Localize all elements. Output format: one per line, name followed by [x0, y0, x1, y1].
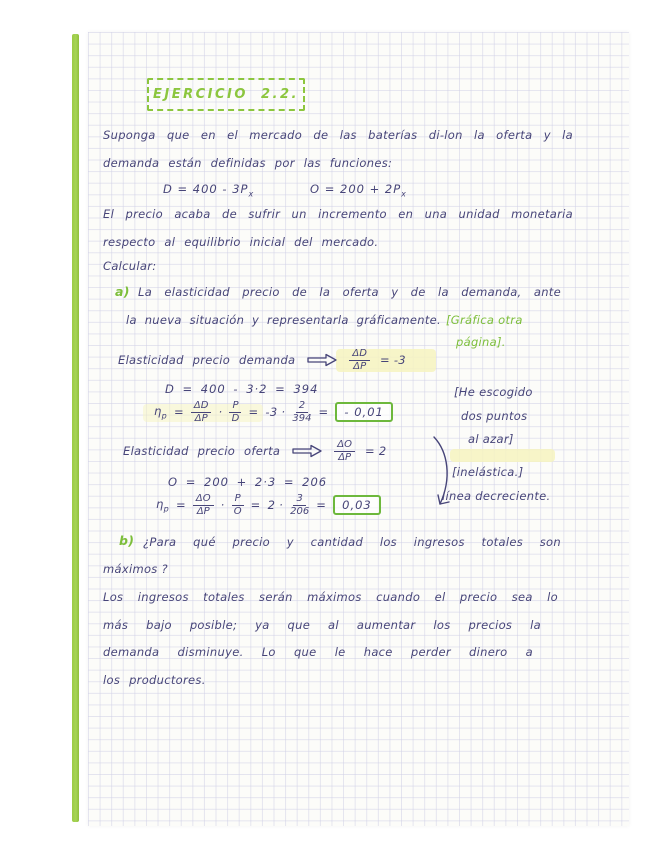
supply-np-equation: $\eta_p$ = $\frac{\Delta O}{\Delta P}$ · $\frac{P}{O}$ = 2 · $\frac{3}{206}$ = 0,03	[156, 493, 381, 517]
demand-work-line: D = 400 - 3·2 = 394	[165, 382, 319, 396]
demand-elasticity-header	[118, 348, 406, 372]
highlight-erased-word	[450, 449, 555, 462]
statement-line-2: respecto al equilibrio inicial del mercado.	[103, 235, 379, 249]
part-a-label: a)	[115, 284, 130, 299]
demand-slope-fraction: $\frac{\Delta D}{\Delta P}$	[349, 348, 370, 372]
demand-header-text: Elasticidad precio demanda	[118, 353, 296, 367]
part-b-label: b)	[119, 533, 135, 548]
inelastic-note: [inelástica.]	[452, 465, 524, 479]
demand-slope-value: = -3	[379, 353, 406, 367]
demand-np-equation: $\eta_p$ = $\frac{\Delta D}{\Delta P}$ · $\frac{P}{D}$ = -3 · $\frac{2}{394}$ = - 0,01	[154, 400, 393, 424]
margin-note-line-2: dos puntos	[461, 409, 528, 423]
implies-arrow-icon	[305, 353, 339, 367]
statement-line-1: El precio acaba de sufrir un incremento en una unidad monetaria	[103, 207, 573, 221]
answer-line-2: más bajo posible; ya que al aumentar los precios la	[103, 618, 541, 632]
answer-line-1: Los ingresos totales serán máximos cuando el precio sea lo	[103, 590, 558, 604]
demand-elasticity-result: - 0,01	[335, 402, 392, 422]
demand-function: $D = 400 - 3P_x$	[163, 182, 255, 199]
supply-function: $O = 200 + 2P_x$	[310, 182, 407, 199]
eta-p-label: $\eta_p$	[156, 496, 169, 514]
dO-dP-fraction: $\frac{\Delta O}{\Delta P}$	[193, 493, 214, 517]
part-a-line-1: La elasticidad precio de la oferta y de la demanda, ante	[138, 285, 561, 299]
supply-elasticity-result: 0,03	[333, 495, 381, 515]
intro-line-2: demanda están definidas por las funciones:	[103, 156, 393, 170]
dD-dP-fraction: $\frac{\Delta D}{\Delta P}$	[191, 400, 212, 424]
part-b-line-2: máximos ?	[103, 562, 168, 576]
calculate-label: Calcular:	[103, 259, 157, 273]
3-over-206-fraction: $\frac{3}{206}$	[290, 493, 310, 517]
exercise-title: EJERCICIO 2.2.	[153, 87, 299, 102]
supply-elasticity-header	[123, 439, 387, 463]
answer-line-3: demanda disminuye. Lo que le hace perder dinero a	[103, 645, 533, 659]
eta-p-label: $\eta_p$	[154, 403, 167, 421]
supply-slope-value: = 2	[365, 444, 387, 458]
squared-paper	[88, 32, 629, 826]
graph-note-line-2: página].	[456, 335, 506, 349]
part-a-line-2: la nueva situación y representarla gráficamente.	[126, 313, 441, 327]
supply-header-text: Elasticidad precio oferta	[123, 444, 281, 458]
P-over-D-fraction: $\frac{P}{D}$	[229, 400, 241, 424]
green-margin-strip	[72, 34, 79, 822]
part-b-line-1: ¿Para qué precio y cantidad los ingresos totales son	[143, 535, 561, 549]
answer-line-4: los productores.	[103, 673, 206, 687]
implies-arrow-icon	[290, 444, 324, 458]
decreasing-line-note: línea decreciente.	[442, 489, 551, 503]
P-over-O-fraction: $\frac{P}{O}$	[232, 493, 244, 517]
exercise-title-box	[147, 78, 305, 111]
graph-note-line-1: [Gráfica otra	[446, 313, 523, 327]
2-over-394-fraction: $\frac{2}{394}$	[292, 400, 312, 424]
margin-note-line-3: al azar]	[468, 432, 514, 446]
intro-line-1: Suponga que en el mercado de las baterías di-lon la oferta y la	[103, 128, 573, 142]
supply-slope-fraction: $\frac{\Delta O}{\Delta P}$	[334, 439, 355, 463]
supply-work-line: O = 200 + 2·3 = 206	[168, 475, 328, 489]
margin-note-line-1: [He escogido	[454, 385, 533, 399]
